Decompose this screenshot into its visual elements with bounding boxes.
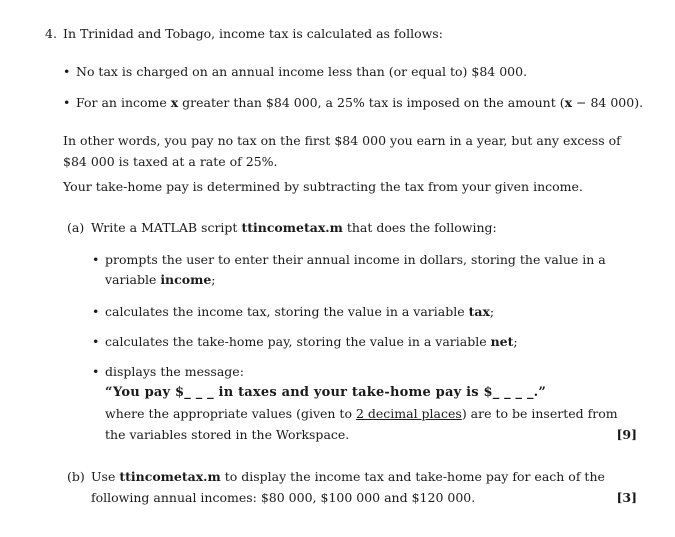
question-number: 4. (45, 26, 57, 41)
rule-no-tax-text: No tax is charged on an annual income less than (or equal to) $84 000. (76, 64, 528, 79)
item-display (105, 362, 244, 382)
part-b-label: (b) (67, 469, 85, 484)
display-note-line1 (105, 404, 618, 424)
part-a-label: (a) (67, 220, 85, 235)
rule-taxed-text-b: greater than $84 000, a 25% tax is imposed on the amount ( (178, 95, 565, 110)
script-name: ttincometax.m (241, 220, 343, 235)
part-b-line2: following annual incomes: $80 000, $100 000 and $120 000. (91, 490, 476, 505)
explain-line-3: Your take-home pay is determined by subtracting the tax from your given income. (63, 179, 583, 194)
explain-line-2: $84 000 is taxed at a rate of 25%. (63, 154, 278, 169)
rule-no-tax (76, 62, 527, 82)
part-b-script-name: ttincometax.m (119, 469, 221, 484)
item-net (105, 332, 518, 352)
var-x-2: x (564, 95, 573, 110)
question-intro: In Trinidad and Tobago, income tax is calculated as follows: (63, 26, 443, 41)
part-a-text-b: that does the following: (342, 220, 497, 235)
item-tax-text: calculates the income tax, storing the value in a variable (105, 304, 469, 319)
rule-taxed-text-a: For an income (76, 95, 171, 110)
part-b-instruction (91, 467, 605, 487)
item-prompt-line2-b: ; (211, 272, 216, 287)
part-a-instruction (91, 218, 497, 238)
item-prompt (105, 250, 606, 290)
item-tax (105, 302, 494, 322)
item-prompt-line2-a: variable (105, 272, 161, 287)
display-note-underlined: 2 decimal places (355, 406, 462, 421)
item-net-text: calculates the take-home pay, storing the value in a variable (105, 334, 491, 349)
display-message: “You pay $_ _ _ in taxes and your take-home pay is $_ _ _ _.” (105, 385, 547, 400)
display-note-line2: the variables stored in the Workspace. (105, 427, 350, 442)
part-a-marks: [9] (616, 427, 637, 442)
var-income: income (160, 272, 212, 287)
item-display-label: displays the message: (105, 364, 244, 379)
explain-line-1: In other words, you pay no tax on the first $84 000 you earn in a year, but any excess of (63, 133, 621, 148)
display-note-a: where the appropriate values (given to (105, 406, 356, 421)
var-x: x (170, 95, 179, 110)
rule-taxed-text-c: − 84 000). (572, 95, 644, 110)
part-a-text-a: Write a MATLAB script (91, 220, 242, 235)
var-tax: tax (468, 304, 490, 319)
display-note-b: ) are to be inserted from (461, 406, 618, 421)
part-b-text-a: Use (91, 469, 120, 484)
rule-taxed (76, 93, 643, 113)
part-b-text-b: to display the income tax and take-home pay for each of the (220, 469, 605, 484)
part-b-marks: [3] (616, 490, 637, 505)
item-prompt-line1: prompts the user to enter their annual income in dollars, storing the value in a (105, 252, 606, 267)
item-tax-end: ; (489, 304, 495, 319)
var-net: net (490, 334, 514, 349)
item-net-end: ; (513, 334, 518, 349)
